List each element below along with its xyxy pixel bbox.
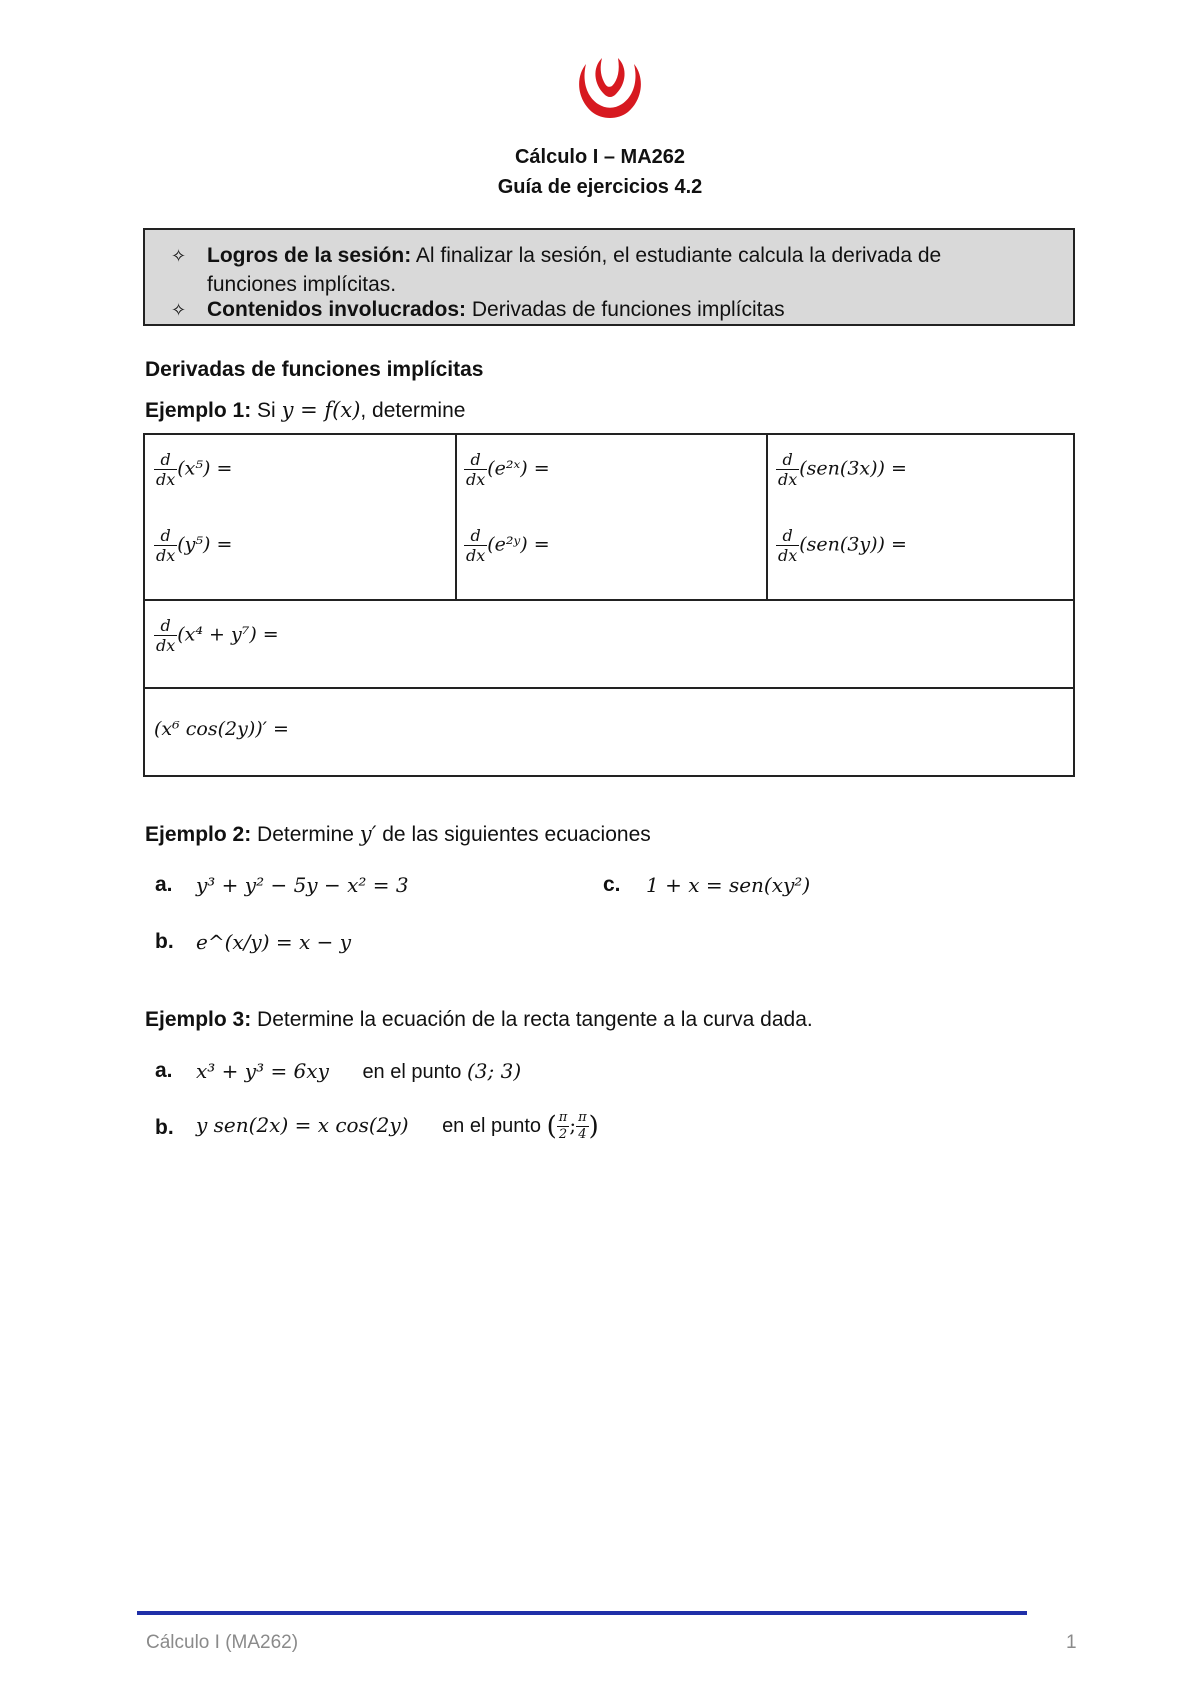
ejemplo2-item-b-expr: e^(x/y) = x − y xyxy=(196,930,352,954)
goals-box xyxy=(143,228,1075,326)
cell-dx-e2x: $\frac{d}{dx}$ (e²ˣ) = xyxy=(466,450,550,489)
ejemplo2-heading xyxy=(145,822,651,847)
ejemplo1-suffix: , determine xyxy=(360,399,466,422)
cell-x6-cos2y: (x⁶ cos(2y))′ = xyxy=(154,718,289,740)
ejemplo2-item-c-expr: 1 + x = sen(xy²) xyxy=(646,873,811,897)
logros-text: Al finalizar la sesión, el estudiante calcula la derivada de xyxy=(415,244,942,267)
ejemplo2-item-a-label: a. xyxy=(155,873,173,896)
ejemplo2-label: Ejemplo 2: xyxy=(145,823,252,846)
ejemplo1-condition: y = f(x) xyxy=(281,398,361,422)
upc-logo xyxy=(572,54,648,126)
logros-label: Logros de la sesión: xyxy=(207,244,412,267)
diamond-bullet-icon: ✧ xyxy=(171,246,187,266)
footer-divider xyxy=(137,1611,1027,1615)
footer-course: Cálculo I (MA262) xyxy=(146,1632,299,1653)
ejemplo3-label: Ejemplo 3: xyxy=(145,1008,252,1031)
contenidos-label: Contenidos involucrados: xyxy=(207,298,467,321)
cell-dx-sen3y: $\frac{d}{dx}$ (sen(3y)) = xyxy=(778,526,907,565)
page-number: 1 xyxy=(1066,1632,1077,1653)
cell-dx-y5: $\frac{d}{dx}$ (y⁵) = xyxy=(156,526,233,565)
ejemplo1-prefix: Si xyxy=(257,399,276,422)
ejemplo2-item-c-label: c. xyxy=(603,873,621,896)
cell-dx-x4-y7: $\frac{d}{dx}$ (x⁴ + y⁷) = xyxy=(156,616,279,655)
page-title: Cálculo I – MA262 xyxy=(514,146,686,168)
diamond-bullet-icon: ✧ xyxy=(171,300,187,320)
ejemplo3-item-b-label: b. xyxy=(155,1116,174,1139)
ejemplo1-table-row2 xyxy=(143,599,1075,689)
contenidos-text: Derivadas de funciones implícitas xyxy=(471,298,785,321)
page-subtitle: Guía de ejercicios 4.2 xyxy=(497,176,703,198)
ejemplo2-prefix: Determine xyxy=(257,823,354,846)
ejemplo3-item-b: y sen(2x) = x cos(2y) en el punto ( $\frac{\pi}{2}$ ; $\frac{\pi}{4}$ ) xyxy=(196,1110,599,1142)
ejemplo2-item-a-expr: y³ + y² − 5y − x² = 3 xyxy=(196,873,409,897)
ejemplo3-item-a-label: a. xyxy=(155,1059,173,1082)
section-title: Derivadas de funciones implícitas xyxy=(145,358,484,381)
ejemplo3-text: Determine la ecuación de la recta tangente a la curva dada. xyxy=(257,1008,813,1031)
ejemplo1-table-row1 xyxy=(143,433,1075,601)
ejemplo2-item-b-label: b. xyxy=(155,930,174,953)
logros-text2: funciones implícitas. xyxy=(207,273,397,296)
ejemplo2-suffix: de las siguientes ecuaciones xyxy=(382,823,651,846)
ejemplo1-heading xyxy=(145,398,465,423)
cell-dx-sen3x: $\frac{d}{dx}$ (sen(3x)) = xyxy=(778,450,907,489)
ejemplo3-heading xyxy=(145,1008,813,1032)
ejemplo2-var: y′ xyxy=(359,822,377,846)
cell-dx-e2y: $\frac{d}{dx}$ (e²ʸ) = xyxy=(466,526,550,565)
ejemplo3-item-a: x³ + y³ = 6xy en el punto (3; 3) xyxy=(196,1059,522,1083)
ejemplo1-label: Ejemplo 1: xyxy=(145,399,252,422)
cell-dx-x5: $\frac{d}{dx}$ (x⁵) = xyxy=(156,450,233,489)
